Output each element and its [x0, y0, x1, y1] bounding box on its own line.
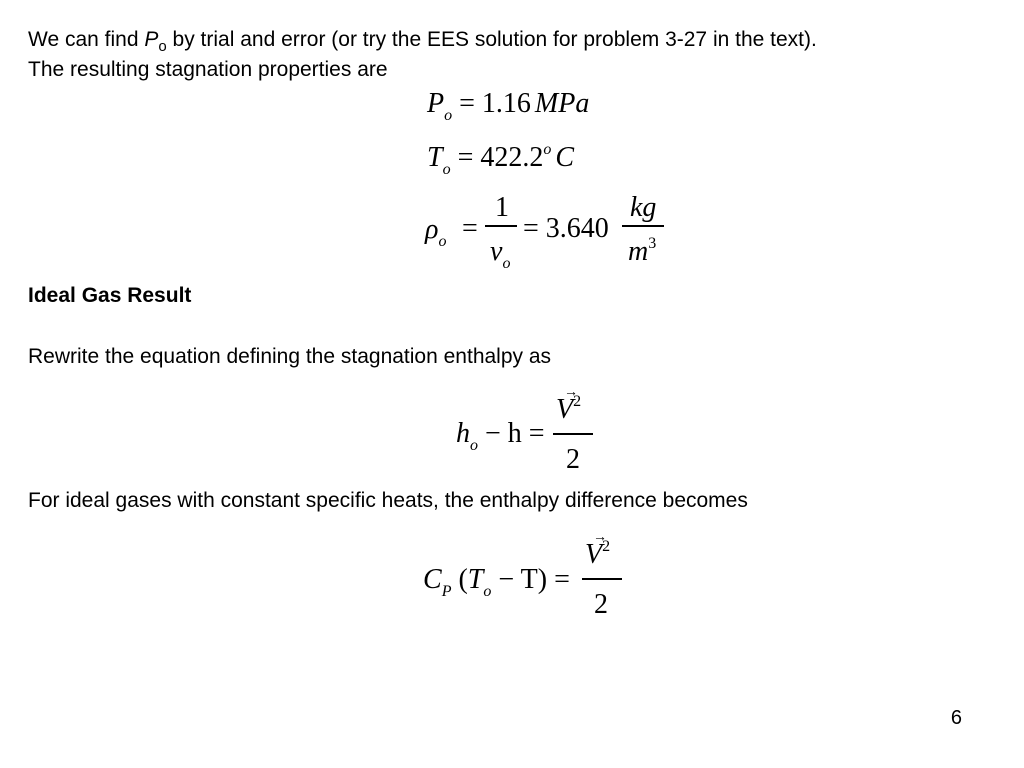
eq-cp-num-v: V: [585, 539, 603, 570]
eq-to-unit: C: [555, 142, 575, 173]
paragraph-rewrite: Rewrite the equation defining the stagnation enthalpy as: [28, 345, 552, 368]
eq-po-rhs: = 1.16: [459, 88, 531, 119]
eq-cp-sub-p: P: [441, 583, 452, 600]
eq-rho-unit-bar: [622, 225, 664, 227]
paragraph-ideal-gases: For ideal gases with constant specific heats, the enthalpy difference becomes: [28, 489, 748, 512]
equation-to: [427, 141, 575, 178]
intro-line-1: [28, 26, 817, 56]
eq-rho-unit-sup: 3: [648, 235, 657, 252]
po-symbol: P: [144, 28, 159, 51]
eq-h-frac-bar: [553, 433, 593, 435]
eq-h-h: h: [456, 418, 470, 449]
eq-cp-sub-o: o: [483, 583, 492, 600]
eq-rho-eq1: =: [462, 213, 478, 244]
eq-h-sub: o: [470, 437, 478, 454]
eq-rho-den: v: [490, 236, 503, 267]
eq-h-minus: − h =: [485, 418, 545, 449]
intro-text-cont: by trial and error (or try the EES solution for problem 3-27 in the text).: [166, 28, 817, 51]
eq-rho-num: 1: [495, 192, 509, 223]
eq-to-sup: o: [543, 141, 552, 158]
eq-po-sub: o: [444, 107, 453, 124]
eq-cp-minus: − T) =: [498, 564, 570, 595]
eq-h-lhs: [456, 418, 545, 454]
eq-rho-lhs: ρ: [425, 214, 439, 245]
vector-arrow-icon: →: [593, 530, 607, 545]
vector-arrow-icon: →: [564, 385, 578, 400]
eq-cp-num-sup: 2: [602, 538, 611, 555]
eq-h-num-v: V: [556, 394, 574, 425]
eq-rho-sub: o: [438, 233, 447, 250]
eq-rho-lhs-wrap: [425, 214, 447, 250]
eq-h-num: [556, 385, 582, 425]
heading-ideal-gas: Ideal Gas Result: [28, 284, 192, 307]
po-subscript: o: [158, 38, 167, 55]
eq-rho-unit-num: kg: [630, 192, 657, 223]
eq-cp-open: (: [458, 564, 468, 595]
intro-text: We can find: [28, 28, 145, 51]
intro-line-2: The resulting stagnation properties are: [28, 58, 388, 81]
eq-cp-lhs: [423, 564, 570, 600]
eq-h-den: 2: [566, 444, 580, 475]
eq-h-num-sup: 2: [573, 393, 582, 410]
eq-rho-unit-den-wrap: [628, 235, 657, 267]
eq-po-lhs: P: [427, 88, 445, 119]
eq-to-lhs: T: [427, 142, 443, 173]
eq-rho-frac-bar: [485, 225, 517, 227]
eq-rho-eq2: = 3.640: [523, 213, 609, 244]
eq-cp-num: [585, 530, 611, 570]
eq-cp-t: T: [467, 564, 484, 595]
page-number: 6: [950, 707, 962, 729]
eq-to-sub: o: [442, 161, 451, 178]
eq-rho-den-wrap: [490, 236, 511, 272]
eq-po-unit: MPa: [534, 88, 590, 119]
eq-cp-den: 2: [594, 589, 608, 620]
eq-cp-frac-bar: [582, 578, 622, 580]
equation-po: [427, 88, 590, 124]
eq-to-rhs: = 422.2: [457, 142, 544, 173]
eq-rho-unit-den: m: [628, 236, 649, 267]
eq-rho-den-sub: o: [502, 255, 511, 272]
eq-cp-c: C: [423, 564, 442, 595]
